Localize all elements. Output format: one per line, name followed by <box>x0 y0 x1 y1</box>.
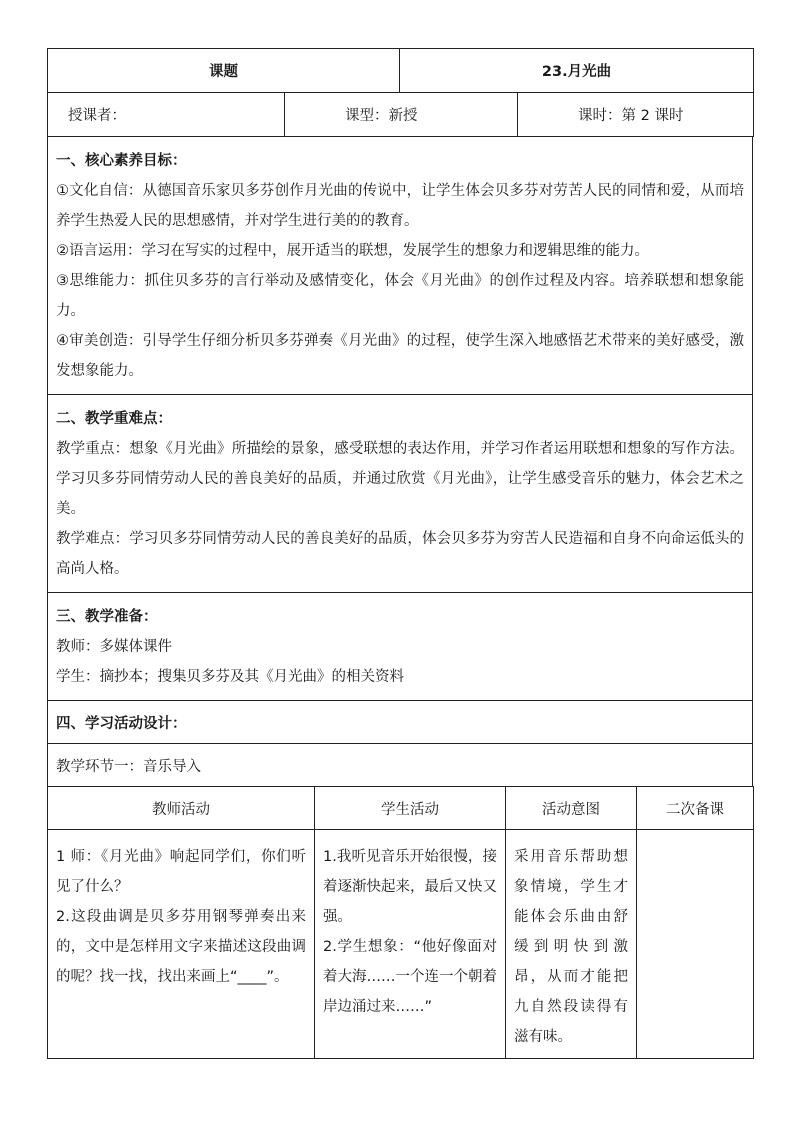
teacher-activity-item: 1 师：《月光曲》响起同学们，你们听见了什么？ <box>56 849 306 895</box>
goal-item: ②语言运用：学习在写实的过程中，展开适当的联想，发展学生的想象力和逻辑思维的能力。 <box>56 243 649 259</box>
preparation-heading: 三、教学准备： <box>56 609 158 625</box>
activity-row <box>48 830 754 1059</box>
title-table <box>47 48 754 93</box>
lesson-title: 23.月光曲 <box>400 49 754 93</box>
teacher-activity-cell <box>48 830 315 1059</box>
info-table <box>47 92 754 137</box>
student-activity-cell <box>315 830 506 1059</box>
lesson-type: 课型：新授 <box>285 93 518 137</box>
student-activity-item: 2.学生想象：“他好像面对着大海……一个连一个朝着岸边涌过来……” <box>323 939 497 1015</box>
activity-header-row <box>48 787 754 830</box>
lesson-plan-page <box>47 48 753 1059</box>
column-header-student: 学生活动 <box>315 787 506 830</box>
intent-cell <box>506 830 637 1059</box>
stage-label: 教学环节一：音乐导入 <box>48 744 753 787</box>
intent-text: 采用音乐帮助想象情境，学生才能体会乐曲由舒缓到明快到激昂，从而才能把九自然段读得有滋有味。 <box>514 849 628 1045</box>
keypoint-item: 教学重点：想象《月光曲》所描绘的景象，感受联想的表达作用，并学习作者运用联想和想象的写作方法。学习贝多芬同情劳动人民的善良美好的品质，并通过欣赏《月光曲》，让学生感受音乐的魅力，体会艺术之美。 <box>56 441 744 517</box>
preparation-item: 教师：多媒体课件 <box>56 639 172 655</box>
second-prep-cell <box>637 830 754 1059</box>
column-header-intent: 活动意图 <box>506 787 637 830</box>
teacher-field: 授课者： <box>48 93 285 137</box>
sections-table <box>47 136 753 787</box>
keypoints-heading: 二、教学重难点： <box>56 411 172 427</box>
student-activity-item: 1.我听见音乐开始很慢，接着逐渐快起来，最后又快又强。 <box>323 849 497 925</box>
teacher-activity-item: 2.这段曲调是贝多芬用钢琴弹奏出来的，文中是怎样用文字来描述这段曲调的呢？找一找，找出来画上“____”。 <box>56 909 306 985</box>
goal-item: ④审美创造：引导学生仔细分析贝多芬弹奏《月光曲》的过程，使学生深入地感悟艺术带来的美好感受，激发想象能力。 <box>56 333 744 379</box>
column-header-teacher: 教师活动 <box>48 787 315 830</box>
goals-heading: 一、核心素养目标： <box>56 153 187 169</box>
lesson-hour: 课时：第 2 课时 <box>518 93 754 137</box>
preparation-section <box>48 593 753 701</box>
keypoint-item: 教学难点：学习贝多芬同情劳动人民的善良美好的品质，体会贝多芬为穷苦人民造福和自身不向命运低头的高尚人格。 <box>56 531 744 577</box>
goals-section <box>48 137 753 395</box>
activity-heading: 四、学习活动设计： <box>48 701 753 744</box>
preparation-item: 学生：摘抄本；搜集贝多芬及其《月光曲》的相关资料 <box>56 669 404 685</box>
goal-item: ①文化自信：从德国音乐家贝多芬创作月光曲的传说中，让学生体会贝多芬对劳苦人民的同情和爱，从而培养学生热爱人民的思想感情，并对学生进行美的的教育。 <box>56 183 744 229</box>
keypoints-section <box>48 395 753 593</box>
title-label: 课题 <box>48 49 400 93</box>
activity-table <box>47 786 754 1059</box>
column-header-second: 二次备课 <box>637 787 754 830</box>
goal-item: ③思维能力：抓住贝多芬的言行举动及感情变化，体会《月光曲》的创作过程及内容。培养联想和想象能力。 <box>56 273 744 319</box>
